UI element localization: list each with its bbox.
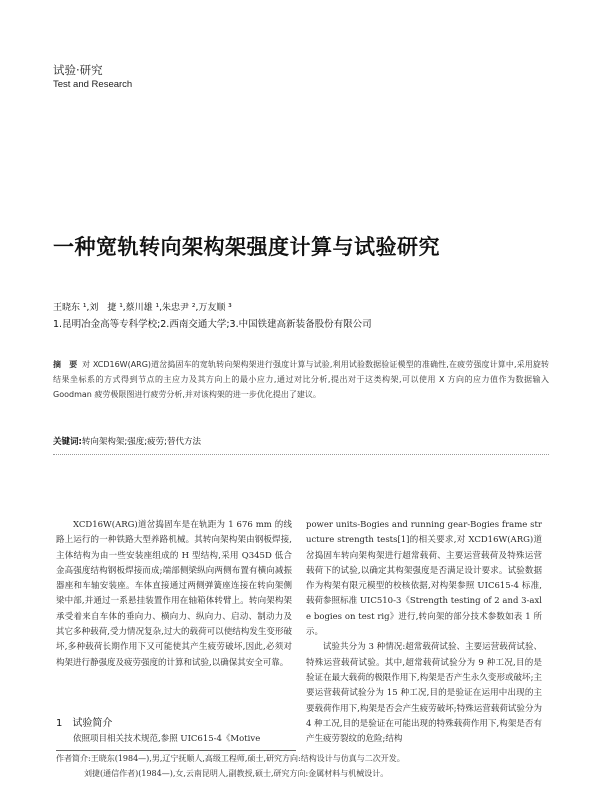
intro-paragraph: XCD16W(ARG)道岔捣固车是在轨距为 1 676 mm 的线路上运行的一种铁路大型养路机械。其转向架构架由钢板焊接,主体结构为由一些安装座组成的 H 型结构,采用 Q345D 低合金高强度结构钢板焊接而成;端部侧梁纵向两侧布置有横向减振器座和车轴安装座。车体直接通过两侧弹簧座连接在转向架侧梁中部,并通过一系悬挂装置作用在轴箱体转臂上。转向架构架承受着来自车体的垂向力、横向力、纵向力、启动、制动力及其它多种载荷,受力情况复杂,过大的载荷可以使结构发生变形破坏,多种载荷长期作用下又可能使其产生疲劳破坏,因此,必须对构架进行静强度及疲劳强度的计算和试验,以确保其安全可靠。 bbox=[56, 520, 292, 668]
abstract-label: 摘 要 bbox=[53, 360, 78, 369]
section-heading: 1 试验简介 bbox=[56, 718, 113, 729]
footnote-author-2: 刘捷(通信作者)(1984—),女,云南昆明人,副教授,硕士,研究方向:金属材料与机械设计。 bbox=[84, 769, 389, 778]
footnote-author-1: 作者简介:王晓东(1984—),男,辽宁抚顺人,高级工程师,硕士,研究方向:结构设计与仿真与二次开发。 bbox=[56, 754, 405, 763]
section-label-en: Test and Research bbox=[53, 79, 133, 90]
keywords-text: 转向架构架;强度;疲劳;替代方法 bbox=[81, 437, 201, 447]
affiliations: 1.昆明冶金高等专科学校;2.西南交通大学;3.中国铁建高新装备股份有限公司 bbox=[53, 319, 372, 330]
abstract-text: 对 XCD16W(ARG)道岔捣固车的宽轨转向架构架进行强度计算与试验,利用试验数据验证模型的准确性,在疲劳强度计算中,采用旋转结果坐标系的方式得到节点的主应力及其方向上的最小应力,通过对比分析,提出对于这类构架,可以使用 X 方向的应力值作为数据输入 Goodman 疲劳极限图进行疲劳分析,并对该构架的进一步优化提出了建议。 bbox=[53, 360, 550, 399]
section-body: 依照项目相关技术规范,参照 UIC615-4《Motive bbox=[73, 734, 261, 744]
footnote-rule bbox=[56, 750, 296, 751]
author-list: 王晓东 ¹,刘 捷 ¹,蔡川雄 ¹,朱忠尹 ²,万友顺 ³ bbox=[53, 303, 232, 313]
keywords bbox=[53, 435, 201, 447]
standards-paragraph: power units-Bogies and running gear-Bogies frame structure strength tests[1]的相关要求,对 XCD16W(ARG)道岔捣固车转向架构架进行超常载荷、主要运营载荷及特殊运营载荷下的试验,以确定其构架强度是否满足设计要求。试验数据作为构架有限元模型的校核依据,对构架参照 UIC615-4 标准,载荷参照标准 UIC510-3《Strength testing of 2 and 3-axle bogies on test rig》进行,转向架的部分技术参数如表 1 所示。 bbox=[306, 520, 542, 638]
abstract bbox=[53, 357, 549, 402]
keywords-label: 关键词: bbox=[53, 437, 82, 447]
divider bbox=[53, 454, 549, 455]
body-column-left bbox=[56, 518, 292, 671]
body-column-right bbox=[306, 518, 542, 747]
test-cases-paragraph: 试验共分为 3 种情况:超常载荷试验、主要运营载荷试验、特殊运营载荷试验。其中,超常载荷试验分为 9 种工况,目的是验证在最大载荷的极限作用下,构架是否产生永久变形或破坏;主要运营载荷试验分为 15 种工况,目的是验证在运用中出现的主要载荷作用下,构架是否会产生疲劳破坏;特殊运营载荷试验分为 4 种工况,目的是验证在可能出现的特殊载荷作用下,构架是否有产生疲劳裂纹的危险;结构 bbox=[306, 642, 542, 745]
section-label-cn: 试验·研究 bbox=[53, 63, 103, 77]
paper-title: 一种宽轨转向架构架强度计算与试验研究 bbox=[53, 235, 440, 259]
